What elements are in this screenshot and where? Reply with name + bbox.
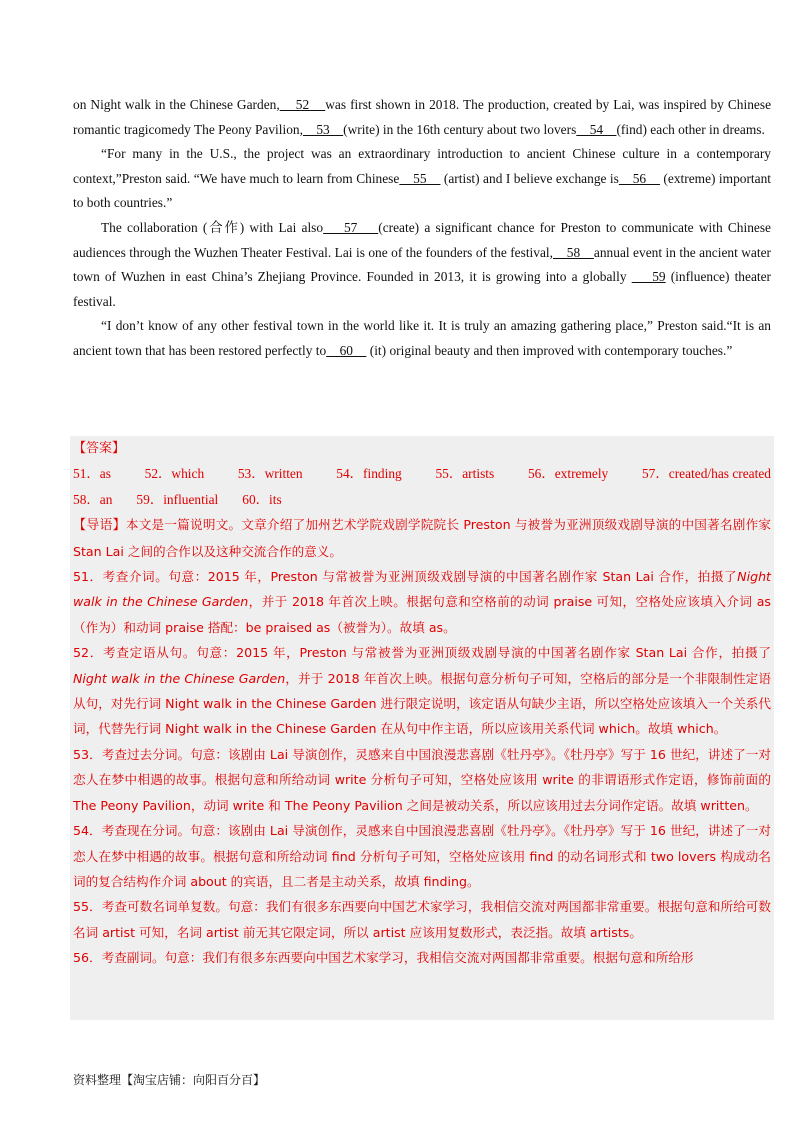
explanation-53: 53．考查过去分词。句意：该剧由 Lai 导演创作，灵感来自中国浪漫悲喜剧《牡丹亭》。《牡丹亭》写于 16 世纪，讲述了一对恋人在梦中相遇的故事。根据句意和所给动词 write 分析句子可知，空格处应该用 write 的非谓语形式作定语，修饰前面的 The Peony Pavilion，动词 write 和 The Peony Pavilion 之间是被动关系，所以应该用过去分词作定语。故填 written。: [73, 746, 771, 813]
footer-source-note: 资料整理【淘宝店铺：向阳百分百】: [73, 1073, 266, 1087]
blank-52: 52: [279, 97, 326, 112]
title-italic: Night walk in the Chinese Garden: [73, 569, 771, 610]
blank-58: 58: [552, 244, 594, 260]
explanation-text: ，并于 2018 年首次上映。根据句意分析句子可知，空格后的部分是一个非限制性定语从句，对先行词 Night walk in the Chinese Garden 进行限定说明，该定语从句缺少主语，所以空格处应该填入一个关系代词，代替先行词 Night walk in the Chinese Garden 在从句中作主语，所以应该用关系代词 which。故填 which。: [73, 670, 772, 737]
answer-51: 51．as: [73, 466, 111, 482]
passage-text: was first shown in 2018. The production, created by Lai, was inspired by Chinese romantic tragicomedy The Peony Pavilion,: [73, 97, 772, 137]
passage-text: The collaboration (合作) with Lai also: [101, 219, 324, 235]
explanation-text: 51．考查介词。句意：2015 年，Preston 与常被誉为亚洲顶级戏剧导演的中国著名剧作家 Stan Lai 合作，拍摄了: [73, 569, 738, 585]
answer-row-1: [73, 461, 771, 486]
blank-60: 60: [326, 342, 367, 358]
passage-text: on Night walk in the Chinese Garden,: [73, 97, 280, 112]
explanation-text: 52．考查定语从句。句意：2015 年，Preston 与常被誉为亚洲顶级戏剧导演的中国著名剧作家 Stan Lai 合作，拍摄了: [73, 645, 771, 661]
blank-56: 56: [618, 170, 660, 186]
explanation-55: 55．考查可数名词单复数。句意：我们有很多东西要向中国艺术家学习，我相信交流对两国都非常重要。根据句意和所给可数名词 artist 可知，名词 artist 前无其它限定词，所以 artist 应该用复数形式，表泛指。故填 artists。: [73, 899, 771, 940]
answer-53: 53．written: [237, 466, 303, 482]
passage-text: (write) in the 16th century about two lovers: [343, 121, 577, 137]
answer-60: 60．its: [242, 491, 282, 507]
answer-52: 52．which: [144, 466, 205, 482]
passage-paragraph-1: [73, 93, 771, 142]
explanation-text: ，并于 2018 年首次上映。根据句意和空格前的动词 praise 可知，空格处应该填入介词 as（作为）和动词 praise 搭配：be praised as（被誉为）。故填 as。: [73, 594, 771, 635]
passage-intro: [73, 512, 771, 564]
blank-57: 57: [323, 219, 379, 235]
answer-54: 54．finding: [336, 466, 402, 482]
answer-56: 56．extremely: [527, 466, 609, 482]
blank-54: 54: [576, 121, 617, 137]
answer-section: [70, 436, 774, 1020]
explanation-54: 54．考查现在分词。句意：该剧由 Lai 导演创作，灵感来自中国浪漫悲喜剧《牡丹亭》。《牡丹亭》写于 16 世纪，讲述了一对恋人在梦中相遇的故事。根据句意和所给动词 find 分析句子可知，空格处应该用 find 的动名词形式和 two lovers 构成动名词的复合结构作介词 about 的宾语，且二者是主动关系，故填 finding。: [73, 823, 771, 889]
title-italic: Night walk in the Chinese Garden: [73, 670, 286, 686]
passage-text: (influence) theater festival.: [73, 269, 772, 309]
passage-text: (it) original beauty and then improved with contemporary touches.”: [366, 342, 733, 358]
passage-text: (find) each other in dreams.: [616, 121, 765, 137]
passage-text: (create) a significant chance for Preston to communicate with Chinese audiences through the Wuzhen Theater Festival. Lai is one of the founders of the festival,: [73, 219, 772, 260]
intro-label: 【导语】: [73, 518, 126, 534]
blank-55: 55: [399, 170, 441, 186]
passage-text: (artist) and I believe exchange is: [440, 170, 619, 186]
answer-59: 59．influential: [136, 491, 219, 507]
passage-text: “For many in the U.S., the project was an extraordinary introduction to ancient Chinese culture in a contemporary context,”Preston said. “We have much to learn from Chinese: [73, 146, 771, 186]
answer-55: 55．artists: [435, 466, 495, 482]
explanation-56: 56．考查副词。句意：我们有很多东西要向中国艺术家学习，我相信交流对两国都非常重要。根据句意和所给形: [73, 950, 694, 966]
blank-59: 59: [631, 269, 666, 285]
intro-text: 本文是一篇说明文。文章介绍了加州艺术学院戏剧学院院长 Preston 与被誉为亚洲顶级戏剧导演的中国著名剧作家 Stan Lai 之间的合作以及这种交流合作的意义。: [73, 517, 771, 559]
explanation-52: [73, 640, 771, 742]
passage-paragraph-3: [73, 216, 771, 314]
passage-paragraph-4: [73, 314, 771, 363]
answer-58: 58．an: [73, 491, 113, 507]
answer-57: 57．created/has created: [641, 466, 771, 482]
passage-text: (extreme) important to both countries.”: [73, 170, 771, 211]
answer-heading: 【答案】: [73, 441, 126, 456]
passage-text: annual event in the ancient water town of Wuzhen in east China’s Zhejiang Province. Founded in 2013, it is growing into a globally: [73, 244, 771, 285]
passage-text: “I don’t know of any other festival town in the world like it. It is truly an amazing gathering place,” Preston said.“It is an ancient town that has been restored perfectly to: [73, 318, 771, 358]
explanation-51: [73, 564, 771, 640]
reading-passage: [73, 93, 771, 364]
passage-paragraph-2: [73, 142, 771, 216]
answer-row-2: [73, 487, 771, 512]
blank-53: 53: [302, 121, 344, 137]
